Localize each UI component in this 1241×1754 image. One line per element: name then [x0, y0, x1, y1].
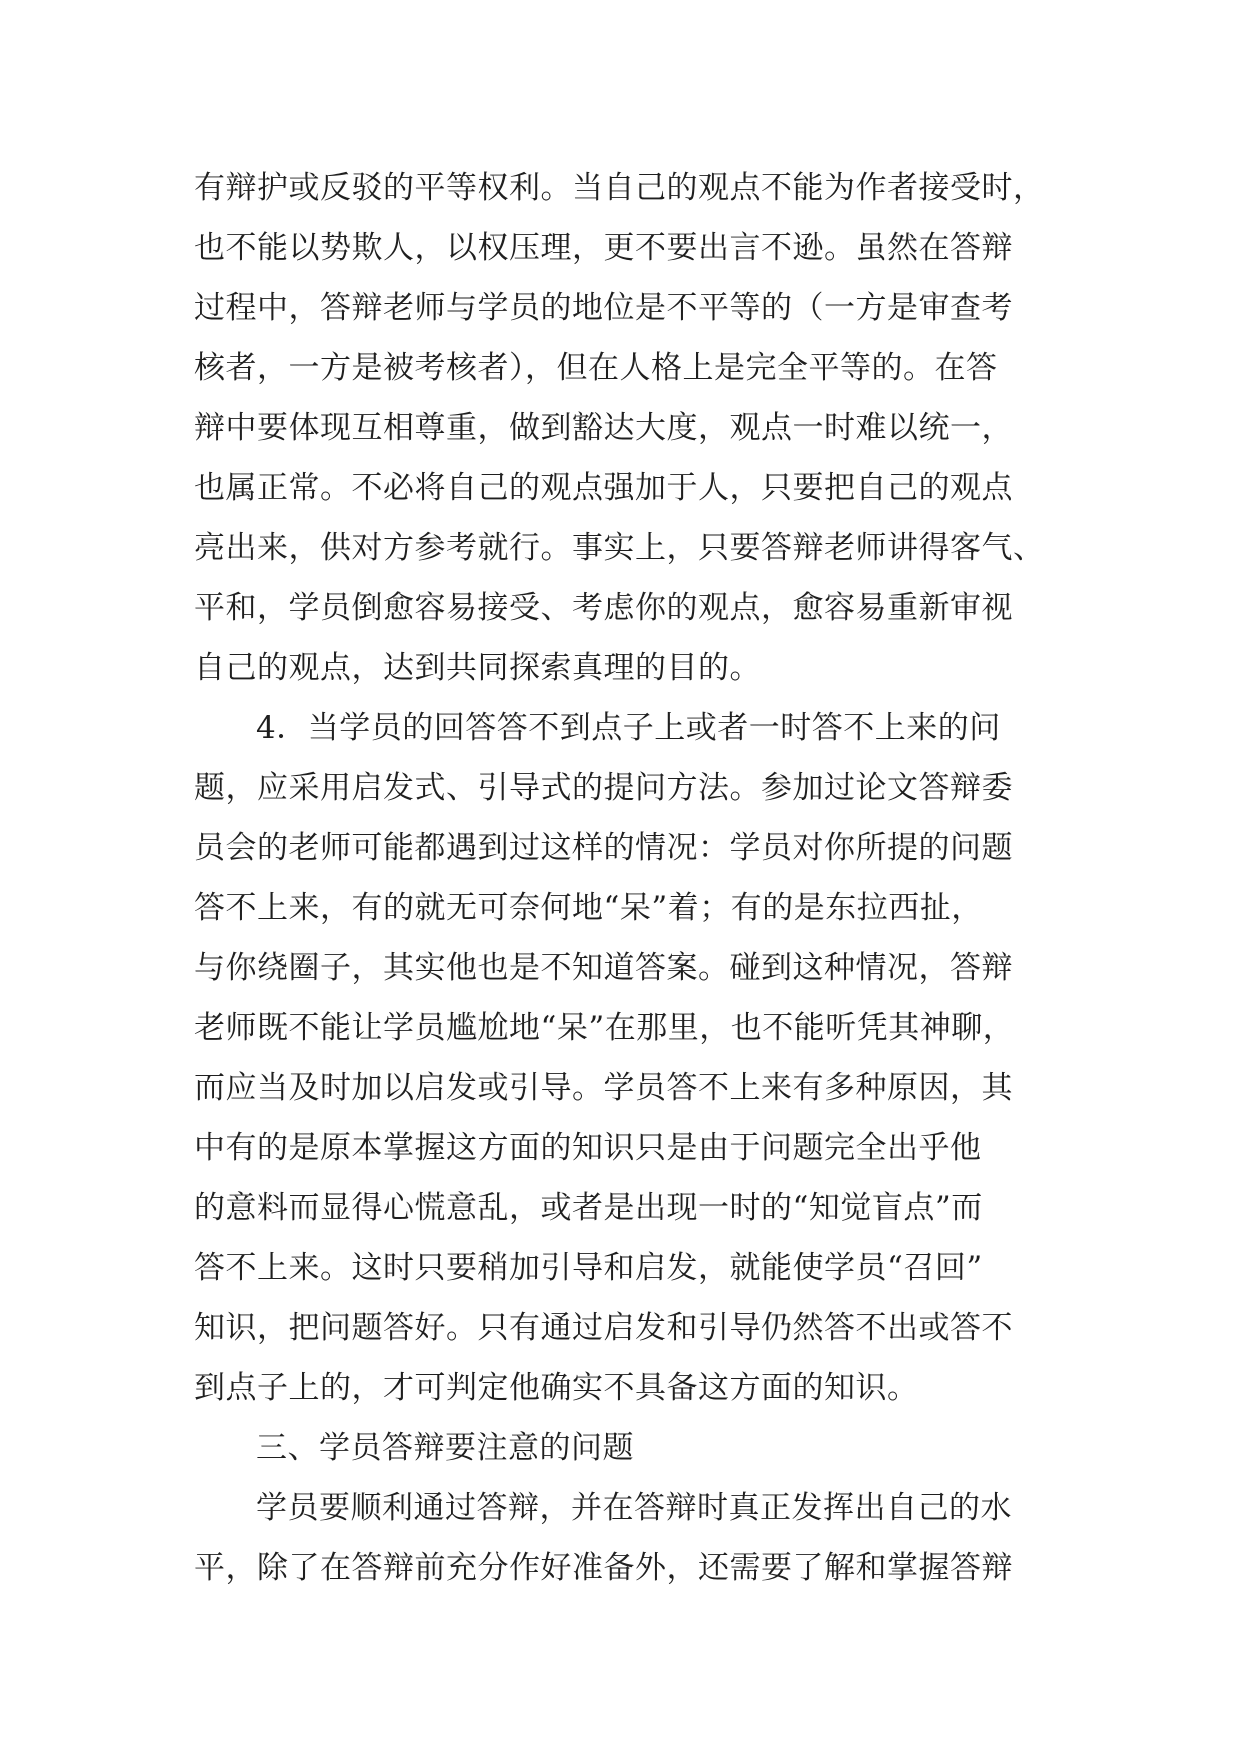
text-line-18: 的意料而显得心慌意乱，或者是出现一时的“知觉盲点”而 — [194, 1190, 983, 1226]
text-line-4: 核者，一方是被考核者），但在人格上是完全平等的。在答 — [194, 350, 998, 386]
text-line-7: 亮出来，供对方参考就行。事实上，只要答辩老师讲得客气、 — [194, 530, 1045, 566]
text-line-1: 有辩护或反驳的平等权利。当自己的观点不能为作者接受时， — [194, 170, 1045, 206]
text-line-5: 辩中要体现互相尊重，做到豁达大度，观点一时难以统一， — [194, 410, 1013, 446]
text-line-17: 中有的是原本掌握这方面的知识只是由于问题完全出乎他 — [194, 1130, 982, 1166]
text-line-16: 而应当及时加以启发或引导。学员答不上来有多种原因，其 — [194, 1070, 1013, 1106]
text-line-15: 老师既不能让学员尴尬地“呆”在那里，也不能听凭其神聊， — [194, 1010, 1015, 1046]
text-line-6: 也属正常。不必将自己的观点强加于人，只要把自己的观点 — [194, 470, 1013, 506]
text-line-2: 也不能以势欺人，以权压理，更不要出言不逊。虽然在答辩 — [194, 230, 1013, 266]
text-line-12: 员会的老师可能都遇到过这样的情况：学员对你所提的问题 — [194, 830, 1013, 866]
section-heading: 三、学员答辩要注意的问题 — [256, 1430, 634, 1466]
text-line-8: 平和，学员倒愈容易接受、考虑你的观点，愈容易重新审视 — [194, 590, 1013, 626]
text-line-20: 知识，把问题答好。只有通过启发和引导仍然答不出或答不 — [194, 1310, 1013, 1346]
text-line-14: 与你绕圈子，其实他也是不知道答案。碰到这种情况，答辩 — [194, 950, 1013, 986]
text-line-11: 题，应采用启发式、引导式的提问方法。参加过论文答辩委 — [194, 770, 1013, 806]
text-line-3: 过程中，答辩老师与学员的地位是不平等的（一方是审查考 — [194, 290, 1013, 326]
text-line-21: 到点子上的，才可判定他确实不具备这方面的知识。 — [194, 1370, 919, 1406]
text-line-19: 答不上来。这时只要稍加引导和启发，就能使学员“召回” — [194, 1250, 983, 1286]
text-line-23: 学员要顺利通过答辩，并在答辩时真正发挥出自己的水 — [256, 1490, 1012, 1526]
text-line-9: 自己的观点，达到共同探索真理的目的。 — [194, 650, 761, 686]
text-line-24: 平，除了在答辩前充分作好准备外，还需要了解和掌握答辩 — [194, 1550, 1013, 1586]
text-line-10: 4．当学员的回答答不到点子上或者一时答不上来的问 — [256, 710, 1001, 746]
text-line-13: 答不上来，有的就无可奈何地“呆”着；有的是东拉西扯， — [194, 890, 983, 926]
